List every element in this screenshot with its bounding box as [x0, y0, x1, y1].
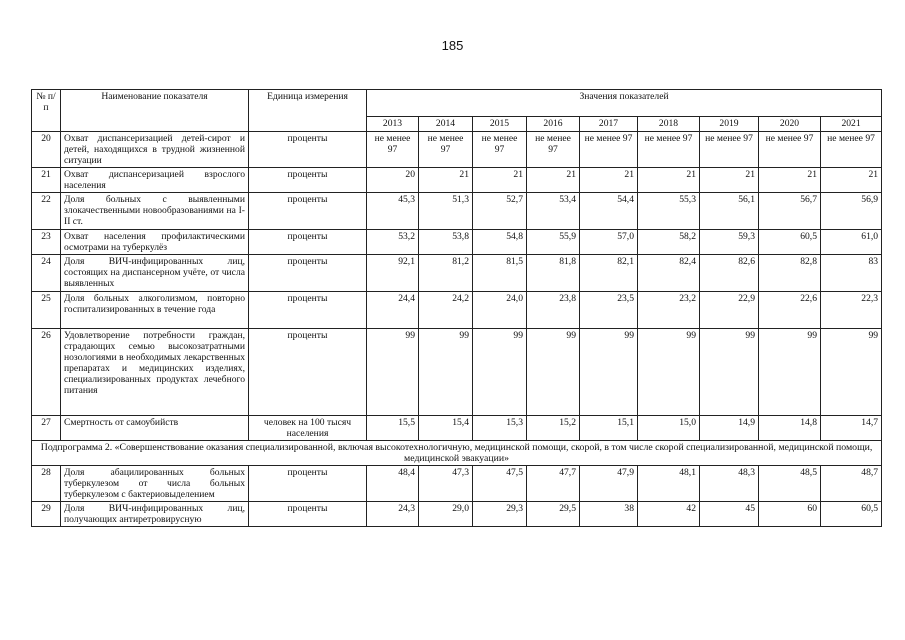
value-cell: 24,0 [473, 292, 527, 329]
header-values: Значения показателей [367, 90, 882, 117]
value-cell: 14,9 [700, 416, 759, 441]
value-cell: 83 [821, 255, 882, 292]
header-year: 2021 [821, 117, 882, 132]
value-cell: 22,3 [821, 292, 882, 329]
value-cell: 81,8 [527, 255, 580, 292]
row-number: 29 [32, 502, 61, 527]
value-cell: 54,8 [473, 230, 527, 255]
value-cell: 99 [527, 329, 580, 416]
value-cell: 99 [700, 329, 759, 416]
value-cell: 59,3 [700, 230, 759, 255]
value-cell: 92,1 [367, 255, 419, 292]
unit: проценты [249, 255, 367, 292]
indicator-name: Удовлетворение потребности граждан, страдающих семью высокозатратными нозологиями в необходимых лекарственных препаратах и медицинских изделиях, специализированных продуктах лечебного питания [61, 329, 249, 416]
header-year: 2018 [638, 117, 700, 132]
value-cell: 81,2 [419, 255, 473, 292]
value-cell: 53,2 [367, 230, 419, 255]
value-cell: 24,2 [419, 292, 473, 329]
unit: проценты [249, 168, 367, 193]
unit: проценты [249, 466, 367, 502]
value-cell: 82,4 [638, 255, 700, 292]
header-year: 2014 [419, 117, 473, 132]
value-cell: 48,3 [700, 466, 759, 502]
value-cell: 15,3 [473, 416, 527, 441]
header-year: 2013 [367, 117, 419, 132]
value-cell: 99 [580, 329, 638, 416]
value-cell: 21 [759, 168, 821, 193]
subprogram-row [32, 441, 882, 466]
value-cell: 21 [821, 168, 882, 193]
value-cell: 15,2 [527, 416, 580, 441]
header-year: 2020 [759, 117, 821, 132]
header-name: Наименование показателя [61, 90, 249, 132]
value-cell: 47,7 [527, 466, 580, 502]
value-cell: 15,1 [580, 416, 638, 441]
table-row [32, 416, 882, 441]
value-cell: 81,5 [473, 255, 527, 292]
value-cell: 57,0 [580, 230, 638, 255]
value-cell: 29,0 [419, 502, 473, 527]
indicator-name: Охват диспансеризацией детей-сирот и детей, находящихся в трудной жизненной ситуации [61, 132, 249, 168]
value-cell: не менее 97 [580, 132, 638, 168]
value-cell: 48,5 [759, 466, 821, 502]
value-cell: 51,3 [419, 193, 473, 230]
table-row [32, 230, 882, 255]
table-row [32, 466, 882, 502]
value-cell: 48,4 [367, 466, 419, 502]
row-number: 21 [32, 168, 61, 193]
value-cell: 21 [473, 168, 527, 193]
table-row [32, 193, 882, 230]
indicator-name: Доля ВИЧ-инфицированных лиц, получающих антиретровирусную [61, 502, 249, 527]
value-cell: 21 [419, 168, 473, 193]
unit: проценты [249, 193, 367, 230]
value-cell: 54,4 [580, 193, 638, 230]
value-cell: 53,8 [419, 230, 473, 255]
value-cell: 47,9 [580, 466, 638, 502]
value-cell: 56,9 [821, 193, 882, 230]
value-cell: 15,0 [638, 416, 700, 441]
value-cell: не менее 97 [759, 132, 821, 168]
table-row [32, 132, 882, 168]
value-cell: 22,9 [700, 292, 759, 329]
value-cell: 21 [700, 168, 759, 193]
header-year: 2015 [473, 117, 527, 132]
value-cell: 24,3 [367, 502, 419, 527]
value-cell: 45,3 [367, 193, 419, 230]
table-row [32, 292, 882, 329]
value-cell: 29,5 [527, 502, 580, 527]
row-number: 20 [32, 132, 61, 168]
value-cell: 99 [419, 329, 473, 416]
value-cell: 99 [821, 329, 882, 416]
value-cell: 55,9 [527, 230, 580, 255]
value-cell: 99 [367, 329, 419, 416]
row-number: 26 [32, 329, 61, 416]
header-year: 2016 [527, 117, 580, 132]
indicator-name: Доля больных с выявленными злокачественными новообразованиями на I-II ст. [61, 193, 249, 230]
value-cell: 82,1 [580, 255, 638, 292]
header-year: 2019 [700, 117, 759, 132]
unit: проценты [249, 502, 367, 527]
value-cell: 22,6 [759, 292, 821, 329]
value-cell: не менее 97 [367, 132, 419, 168]
value-cell: 99 [638, 329, 700, 416]
value-cell: 24,4 [367, 292, 419, 329]
value-cell: 15,5 [367, 416, 419, 441]
value-cell: 60,5 [821, 502, 882, 527]
value-cell: 61,0 [821, 230, 882, 255]
value-cell: 52,7 [473, 193, 527, 230]
table-row [32, 168, 882, 193]
value-cell: 15,4 [419, 416, 473, 441]
value-cell: 48,7 [821, 466, 882, 502]
indicator-name: Доля ВИЧ-инфицированных лиц, состоящих на диспансерном учёте, от числа выявленных [61, 255, 249, 292]
subprogram-heading: Подпрограмма 2. «Совершенствование оказания специализированной, включая высокотехнологичную, медицинской помощи, скорой, в том числе скорой специализированной, медицинской помощи, медицинской эвакуации» [32, 441, 882, 466]
table-row [32, 329, 882, 416]
value-cell: 47,3 [419, 466, 473, 502]
header-unit: Единица измерения [249, 90, 367, 132]
value-cell: 23,8 [527, 292, 580, 329]
value-cell: 23,5 [580, 292, 638, 329]
value-cell: 99 [759, 329, 821, 416]
value-cell: 58,2 [638, 230, 700, 255]
row-number: 24 [32, 255, 61, 292]
value-cell: 82,6 [700, 255, 759, 292]
row-number: 25 [32, 292, 61, 329]
unit: проценты [249, 292, 367, 329]
table-row [32, 255, 882, 292]
value-cell: 47,5 [473, 466, 527, 502]
value-cell: 82,8 [759, 255, 821, 292]
indicators-table [31, 89, 882, 527]
value-cell: не менее 97 [527, 132, 580, 168]
value-cell: 14,8 [759, 416, 821, 441]
header-year: 2017 [580, 117, 638, 132]
row-number: 23 [32, 230, 61, 255]
unit: проценты [249, 230, 367, 255]
header-num: № п/п [32, 90, 61, 132]
value-cell: 60,5 [759, 230, 821, 255]
page-number: 185 [441, 38, 464, 53]
value-cell: 21 [638, 168, 700, 193]
row-number: 22 [32, 193, 61, 230]
value-cell: не менее 97 [700, 132, 759, 168]
value-cell: не менее 97 [821, 132, 882, 168]
value-cell: не менее 97 [473, 132, 527, 168]
indicator-name: Доля больных алкоголизмом, повторно госпитализированных в течение года [61, 292, 249, 329]
value-cell: не менее 97 [419, 132, 473, 168]
table-row [32, 502, 882, 527]
value-cell: 53,4 [527, 193, 580, 230]
value-cell: не менее 97 [638, 132, 700, 168]
value-cell: 60 [759, 502, 821, 527]
value-cell: 99 [473, 329, 527, 416]
value-cell: 45 [700, 502, 759, 527]
indicator-name: Доля абацилированных больных туберкулезом от числа больных туберкулезом с бактериовыделением [61, 466, 249, 502]
unit: человек на 100 тысяч населения [249, 416, 367, 441]
value-cell: 21 [580, 168, 638, 193]
indicator-name: Охват диспансеризацией взрослого населения [61, 168, 249, 193]
row-number: 27 [32, 416, 61, 441]
value-cell: 23,2 [638, 292, 700, 329]
value-cell: 29,3 [473, 502, 527, 527]
value-cell: 48,1 [638, 466, 700, 502]
value-cell: 55,3 [638, 193, 700, 230]
value-cell: 56,7 [759, 193, 821, 230]
value-cell: 20 [367, 168, 419, 193]
row-number: 28 [32, 466, 61, 502]
value-cell: 21 [527, 168, 580, 193]
value-cell: 56,1 [700, 193, 759, 230]
value-cell: 14,7 [821, 416, 882, 441]
indicator-name: Охват населения профилактическими осмотрами на туберкулёз [61, 230, 249, 255]
unit: проценты [249, 329, 367, 416]
indicator-name: Смертность от самоубийств [61, 416, 249, 441]
unit: проценты [249, 132, 367, 168]
value-cell: 42 [638, 502, 700, 527]
value-cell: 38 [580, 502, 638, 527]
